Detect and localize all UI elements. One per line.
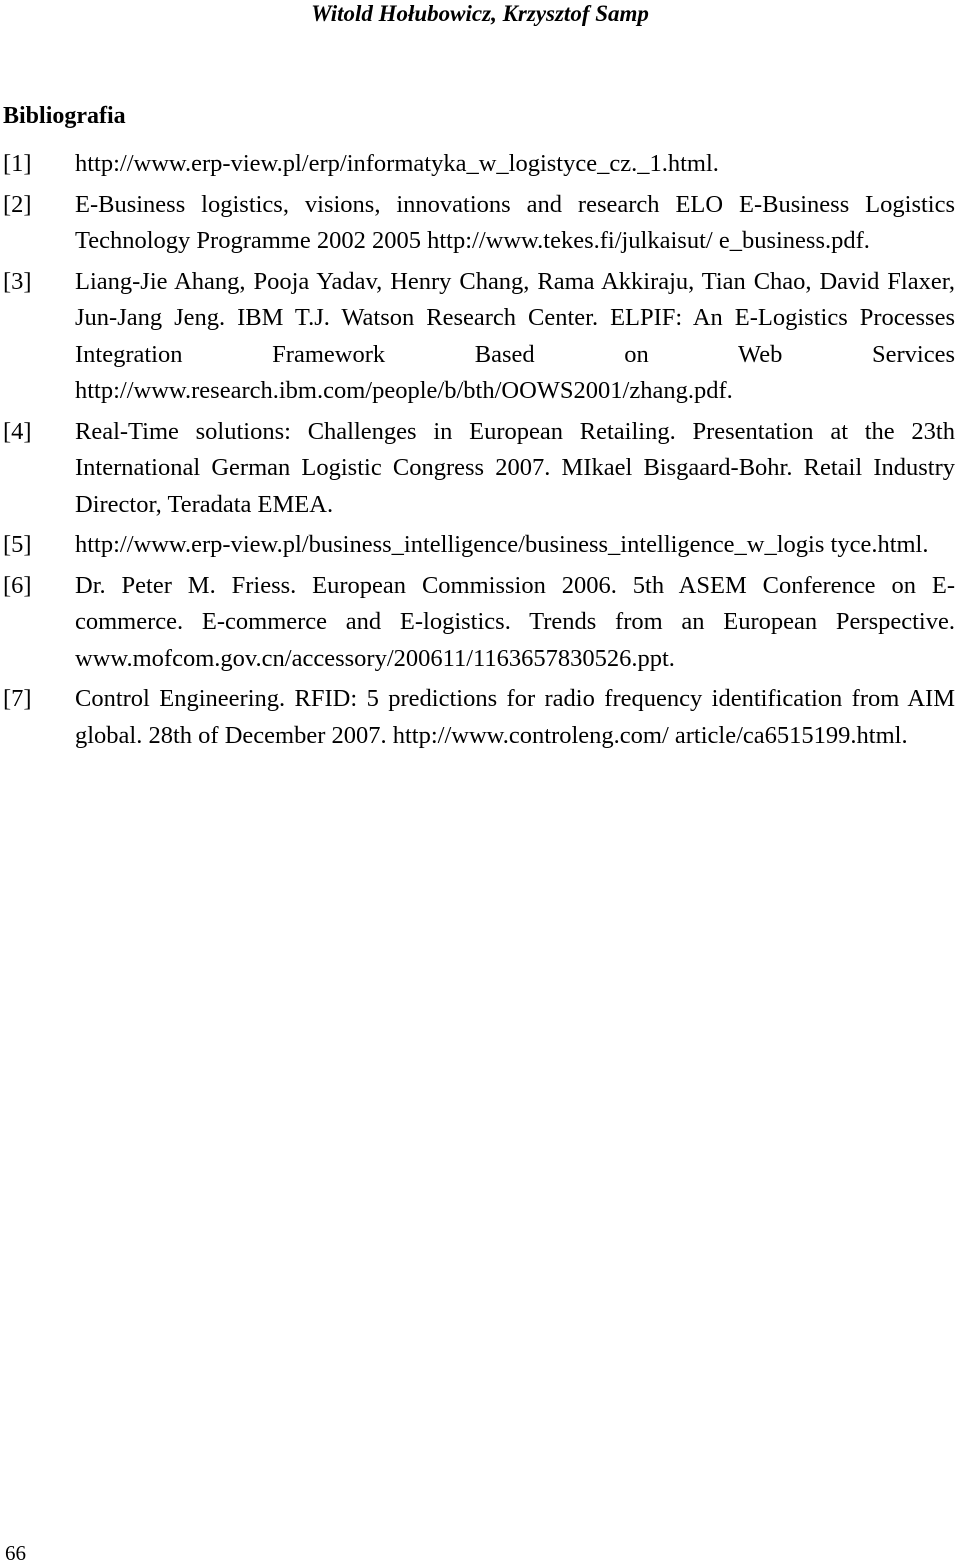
- reference-number: [5]: [3, 531, 32, 558]
- reference-number: [3]: [3, 267, 32, 295]
- reference-text: http://www.erp-view.pl/erp/informatyka_w_logistyce_cz._1.html.: [75, 150, 719, 177]
- reference-text: E-Business logistics, visions, innovations and research ELO E-Business Logistics Technology Programme 2002 2005 http://www.tekes.fi/julkaisut/ e_business.pdf.: [75, 190, 955, 254]
- reference-item: [0, 681, 955, 754]
- reference-text: Dr. Peter M. Friess. European Commission 2006. 5th ASEM Conference on E-commerce. E-commerce and E-logistics. Trends from an European Perspective. www.mofcom.gov.cn/accessory/200611/1163657830526.ppt.: [75, 571, 955, 672]
- reference-item: [0, 187, 955, 260]
- reference-number: [7]: [3, 685, 32, 712]
- page-number: 66: [5, 1541, 26, 1565]
- reference-item: [0, 414, 955, 524]
- reference-number: [6]: [3, 571, 32, 599]
- reference-item: [0, 264, 955, 410]
- reference-text: Control Engineering. RFID: 5 predictions for radio frequency identification from AIM global. 28th of December 2007. http://www.controleng.com/ article/ca6515199.html.: [75, 685, 955, 749]
- reference-number: [1]: [3, 150, 32, 177]
- section-title: Bibliografia: [3, 103, 126, 129]
- reference-text: Real-Time solutions: Challenges in European Retailing. Presentation at the 23th International German Logistic Congress 2007. MIkael Bisgaard-Bohr. Retail Industry Director, Teradata EMEA.: [75, 417, 955, 518]
- reference-item: [0, 568, 955, 678]
- reference-number: [4]: [3, 417, 32, 445]
- running-header: Witold Hołubowicz, Krzysztof Samp: [311, 1, 649, 26]
- reference-list: [0, 146, 955, 758]
- reference-item: [0, 146, 955, 183]
- reference-item: [0, 527, 955, 564]
- reference-text: Liang-Jie Ahang, Pooja Yadav, Henry Chang, Rama Akkiraju, Tian Chao, David Flaxer, Jun-Jang Jeng. IBM T.J. Watson Research Center. ELPIF: An E-Logistics Processes Integration Framework Based on Web Services http://www.research.ibm.com/people/b/bth/OOWS2001/zhang.pdf.: [75, 267, 955, 404]
- reference-text: http://www.erp-view.pl/business_intelligence/business_intelligence_w_logis tyce.html.: [75, 531, 929, 558]
- reference-number: [2]: [3, 190, 32, 218]
